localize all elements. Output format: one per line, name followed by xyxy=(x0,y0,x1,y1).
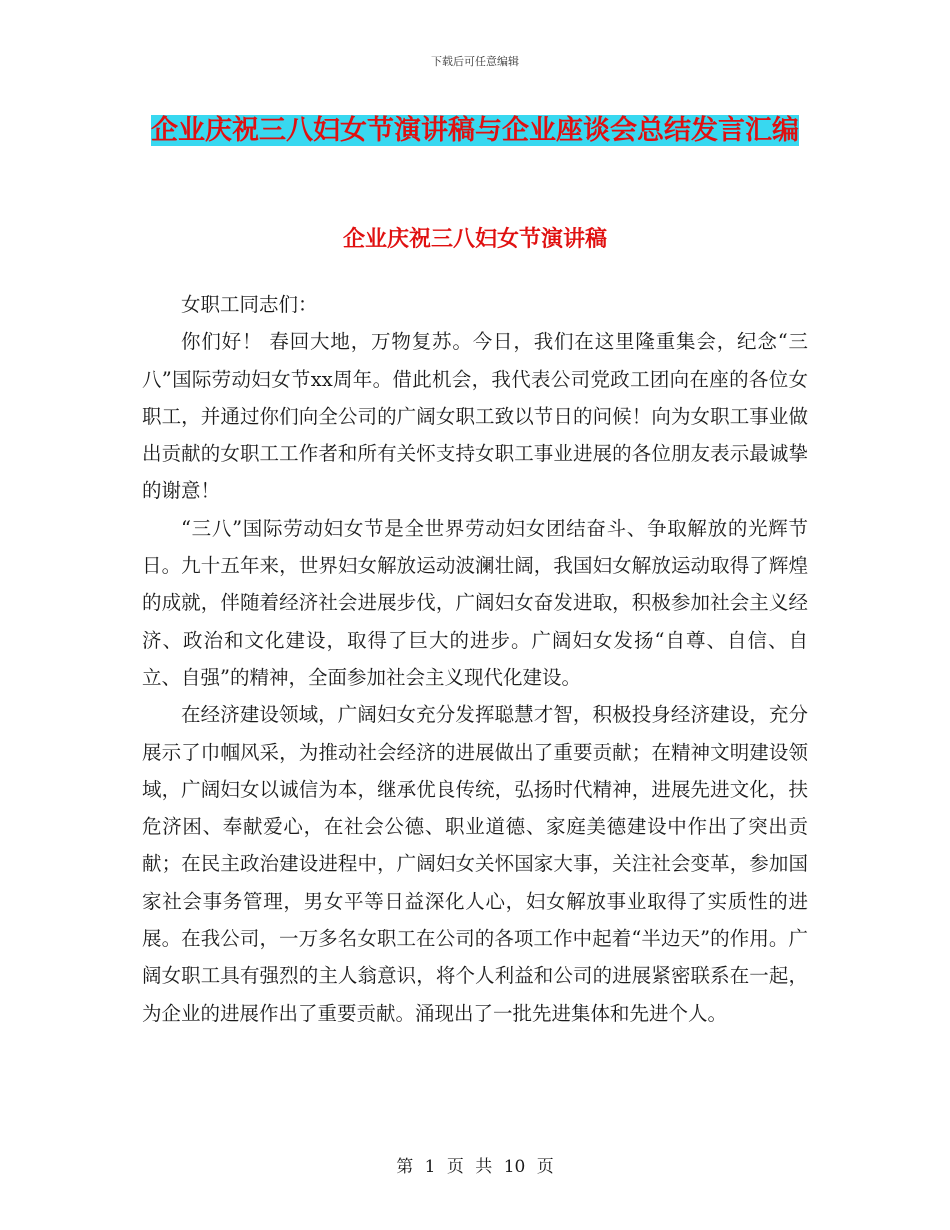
paragraph: 你们好！ 春回大地，万物复苏。今日，我们在这里隆重集会，纪念“三八”国际劳动妇女节xx周年。借此机会，我代表公司党政工团向在座的各位女职工，并通过你们向全公司的广阔女职工致以节日的问候！向为女职工事业做出贡献的女职工工作者和所有关怀支持女职工事业进展的各位朋友表示最诚挚的谢意！ xyxy=(142,330,808,503)
document-title-text: 企业庆祝三八妇女节演讲稿与企业座谈会总结发言汇编 xyxy=(151,115,799,146)
paragraph: “三八”国际劳动妇女节是全世界劳动妇女团结奋斗、争取解放的光辉节日。九十五年来，世界妇女解放运动波澜壮阔，我国妇女解放运动取得了辉煌的成就，伴随着经济社会进展步伐，广阔妇女奋发进取，积极参加社会主义经济、政治和文化建设，取得了巨大的进步。广阔妇女发扬“自尊、自信、自立、自强”的精神，全面参加社会主义现代化建设。 xyxy=(142,516,808,689)
page-footer: 第 1 页 共 10 页 xyxy=(396,1157,554,1177)
paragraph: 在经济建设领域，广阔妇女充分发挥聪慧才智，积极投身经济建设，充分展示了巾帼风采，为推动社会经济的进展做出了重要贡献；在精神文明建设领域，广阔妇女以诚信为本，继承优良传统，弘扬时代精神，进展先进文化，扶危济困、奉献爱心，在社会公德、职业道德、家庭美德建设中作出了突出贡献；在民主政治建设进程中，广阔妇女关怀国家大事，关注社会变革，参加国家社会事务管理，男女平等日益深化人心，妇女解放事业取得了实质性的进展。在我公司，一万多名女职工在公司的各项工作中起着“半边天”的作用。广阔女职工具有强烈的主人翁意识，将个人利益和公司的进展紧密联系在一起，为企业的进展作出了重要贡献。涌现出了一批先进集体和先进个人。 xyxy=(142,703,808,1025)
paragraph-salutation: 女职工同志们： xyxy=(181,293,318,316)
section-title: 企业庆祝三八妇女节演讲稿 xyxy=(342,226,607,252)
document-title xyxy=(140,108,810,154)
header-note: 下载后可任意编辑 xyxy=(431,55,519,68)
document-body xyxy=(142,286,808,1032)
